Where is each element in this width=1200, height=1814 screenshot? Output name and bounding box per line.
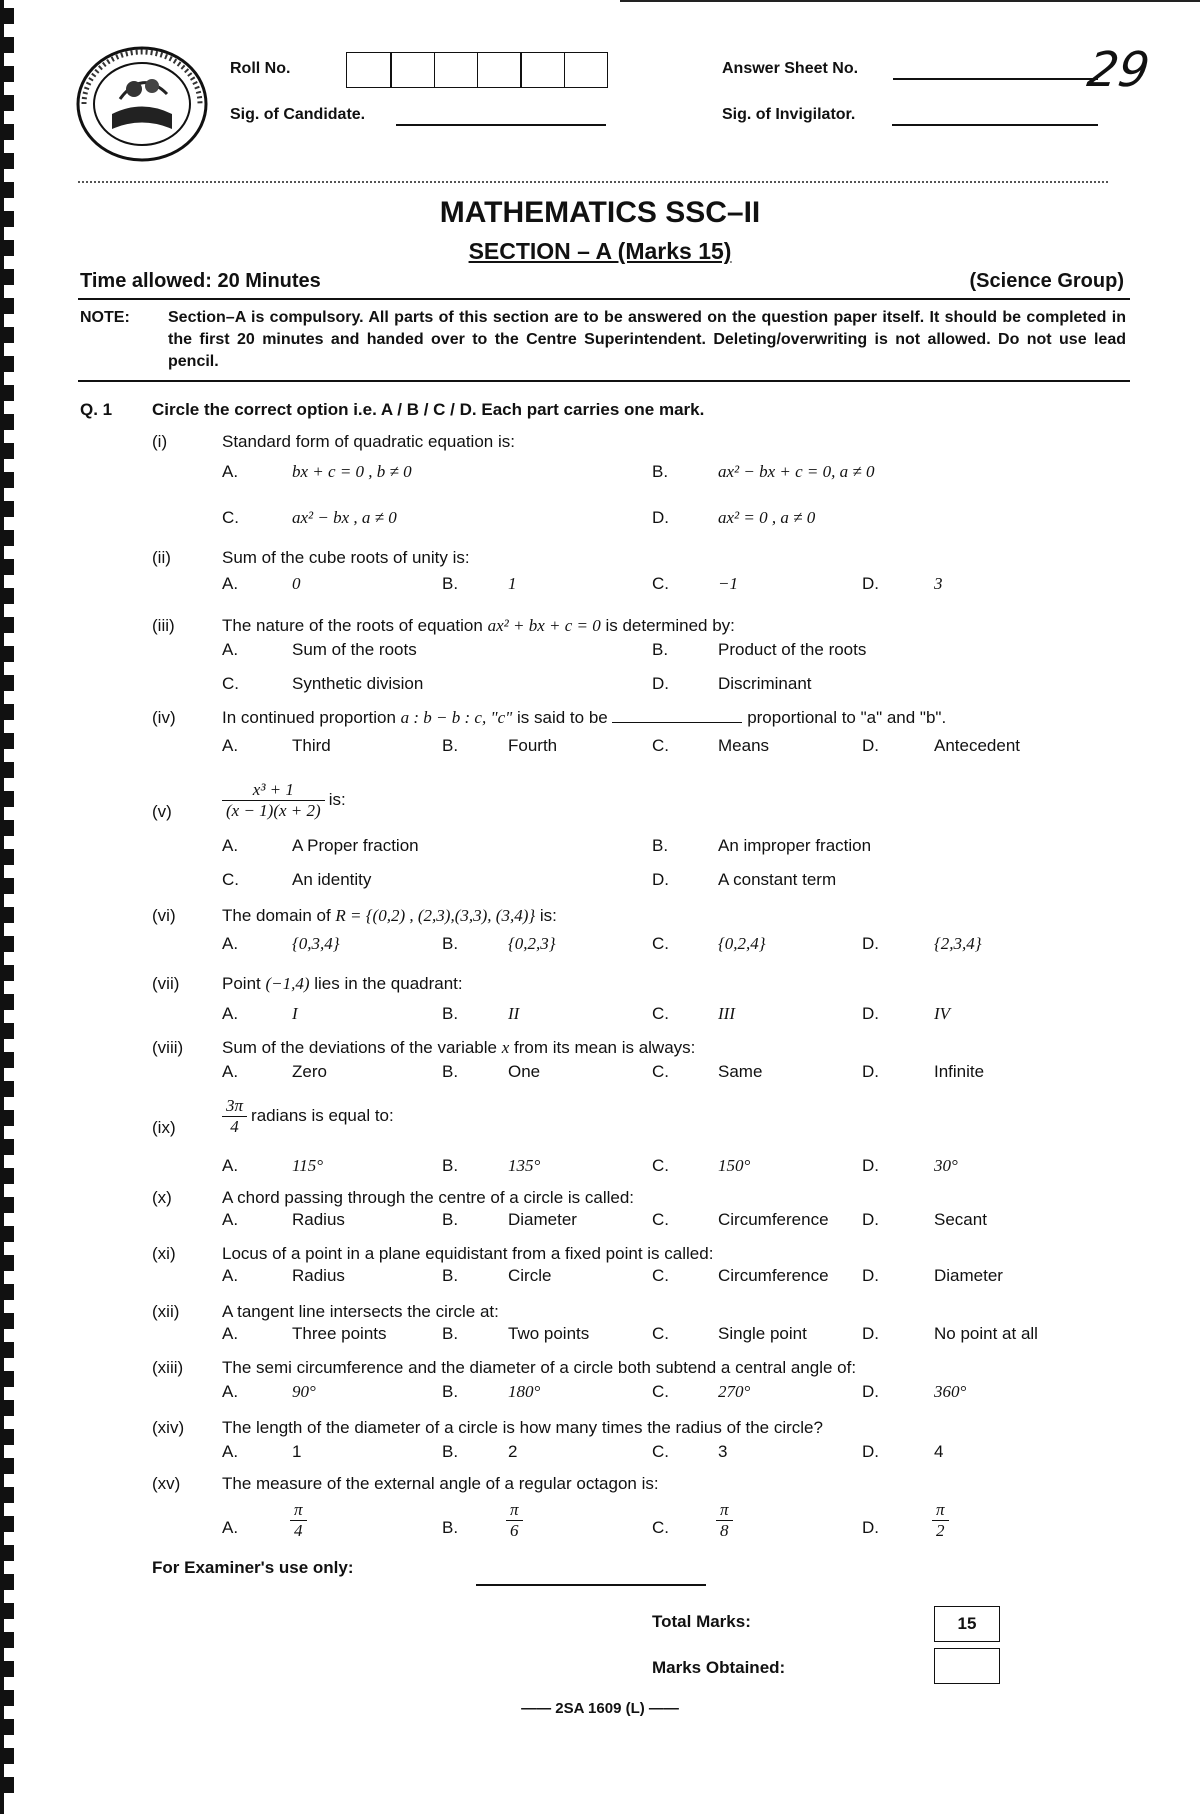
- question-text: Standard form of quadratic equation is:: [222, 432, 515, 451]
- option-c-value[interactable]: Single point: [718, 1324, 807, 1343]
- fraction-denominator: 8: [720, 1521, 729, 1540]
- fraction-numerator: 3π: [222, 1096, 247, 1117]
- option-d-value[interactable]: Antecedent: [934, 736, 1021, 755]
- option-d-value[interactable]: Infinite: [934, 1062, 985, 1081]
- option-letter-c: C.: [652, 574, 669, 593]
- option-a-value[interactable]: Third: [292, 736, 331, 755]
- binding-hole: [0, 37, 14, 53]
- option-b-value[interactable]: 2: [508, 1442, 518, 1461]
- divider-note: [78, 380, 1130, 382]
- option-letter-c: C.: [652, 1062, 669, 1081]
- binding-hole: [0, 878, 14, 894]
- option-letter-b: B.: [442, 1062, 459, 1081]
- question-stem: [222, 974, 463, 994]
- question-stem: [222, 1096, 394, 1137]
- question-number: (iii): [152, 616, 175, 635]
- question-math: x: [501, 1038, 510, 1057]
- binding-hole: [0, 849, 14, 865]
- option-c-value[interactable]: ax² − bx , a ≠ 0: [292, 508, 397, 527]
- roll-no-digit-divider: [390, 53, 392, 87]
- answer-sheet-number-handwritten: 29: [1084, 42, 1154, 98]
- option-b-value[interactable]: ax² − bx + c = 0, a ≠ 0: [718, 462, 875, 481]
- binding-hole: [0, 1429, 14, 1445]
- option-letter-d: D.: [862, 574, 879, 593]
- option-letter-a: A.: [222, 462, 239, 481]
- roll-no-digit-divider: [564, 53, 566, 87]
- question-math: a : b − b : c, "c": [400, 708, 513, 727]
- binding-hole: [0, 1226, 14, 1242]
- question-text: A chord passing through the centre of a circle is called:: [222, 1188, 635, 1207]
- answer-sheet-label: Answer Sheet No.: [722, 60, 859, 77]
- option-a-value[interactable]: 90°: [292, 1382, 316, 1401]
- binding-hole: [0, 1603, 14, 1619]
- question-number: (ii): [152, 548, 171, 567]
- question-math: ax² + bx + c = 0: [487, 616, 601, 635]
- roll-no-boxes[interactable]: [346, 52, 608, 88]
- option-letter-c: C.: [652, 1210, 669, 1229]
- question-stem: [222, 548, 470, 568]
- question-text: A tangent line intersects the circle at:: [222, 1302, 499, 1321]
- option-letter-a: A.: [222, 1156, 239, 1175]
- question-number: (iv): [152, 708, 176, 727]
- question-stem: [222, 1418, 823, 1438]
- binding-hole: [0, 791, 14, 807]
- option-b-value[interactable]: Two points: [508, 1324, 590, 1343]
- question-text-post: is:: [535, 906, 557, 925]
- binding-hole: [0, 588, 14, 604]
- option-a-value[interactable]: Radius: [292, 1210, 345, 1229]
- binding-hole: [0, 298, 14, 314]
- option-letter-b: B.: [652, 836, 669, 855]
- fraction-denominator: 2: [936, 1521, 945, 1540]
- option-b-value[interactable]: II: [508, 1004, 520, 1023]
- option-letter-a: A.: [222, 640, 239, 659]
- spiral-binding: [0, 0, 22, 1814]
- question-stem: [222, 616, 735, 636]
- question-math: (−1,4): [265, 974, 310, 993]
- fraction-denominator: 4: [294, 1521, 303, 1540]
- binding-hole: [0, 1168, 14, 1184]
- fraction-denominator: 6: [510, 1521, 519, 1540]
- binding-hole: [0, 1458, 14, 1474]
- option-letter-a: A.: [222, 1518, 239, 1537]
- option-c-value[interactable]: {0,2,4}: [718, 934, 766, 953]
- question-text: The length of the diameter of a circle is how many times the radius of the circle?: [222, 1418, 823, 1437]
- answer-sheet-line[interactable]: [893, 78, 1098, 80]
- binding-hole: [0, 1255, 14, 1271]
- question-text-pre: The domain of: [222, 906, 336, 925]
- option-letter-d: D.: [862, 1062, 879, 1081]
- option-letter-a: A.: [222, 1382, 239, 1401]
- question-stem: [222, 1302, 499, 1322]
- roll-no-digit-divider: [434, 53, 436, 87]
- option-d-value[interactable]: Secant: [934, 1210, 987, 1229]
- question-stem: [222, 1244, 713, 1264]
- option-b-value[interactable]: Product of the roots: [718, 640, 867, 659]
- question-number: (vi): [152, 906, 176, 925]
- question-text: Locus of a point in a plane equidistant from a fixed point is called:: [222, 1244, 714, 1263]
- roll-no-digit-divider: [477, 53, 479, 87]
- binding-hole: [0, 646, 14, 662]
- option-letter-d: D.: [862, 1442, 879, 1461]
- option-letter-a: A.: [222, 1324, 239, 1343]
- option-letter-a: A.: [222, 1266, 239, 1285]
- option-b-value[interactable]: Fourth: [508, 736, 558, 755]
- option-letter-a: A.: [222, 1210, 239, 1229]
- binding-hole: [0, 762, 14, 778]
- option-letter-d: D.: [652, 870, 669, 889]
- fill-blank: [612, 708, 742, 723]
- binding-hole: [0, 936, 14, 952]
- option-letter-b: B.: [442, 1156, 459, 1175]
- option-letter-b: B.: [442, 1382, 459, 1401]
- question-text: is:: [328, 789, 346, 809]
- option-a-value[interactable]: 0: [292, 574, 301, 593]
- question-text: Sum of the cube roots of unity is:: [222, 548, 470, 567]
- option-b-value[interactable]: An improper fraction: [718, 836, 872, 855]
- binding-hole: [0, 1574, 14, 1590]
- binding-hole: [0, 1139, 14, 1155]
- note-text: Section–A is compulsory. All parts of this section are to be answered on the question paper itself. It should be completed in the first 20 minutes and handed over to the Centre Superintendent. Deleting/overwriting is not allowed. Do not use lead pencil.: [168, 309, 1126, 370]
- question-number: (xi): [152, 1244, 176, 1263]
- question-stem: [222, 1474, 659, 1494]
- option-letter-d: D.: [862, 1518, 879, 1537]
- option-d-value[interactable]: {2,3,4}: [934, 934, 982, 953]
- option-c-value[interactable]: −1: [718, 574, 738, 593]
- option-letter-a: A.: [222, 1004, 239, 1023]
- option-a-value[interactable]: [290, 1500, 307, 1541]
- option-b-value[interactable]: One: [508, 1062, 541, 1081]
- option-letter-b: B.: [442, 934, 459, 953]
- group-label: (Science Group): [969, 270, 1124, 292]
- binding-hole: [0, 153, 14, 169]
- option-letter-d: D.: [652, 674, 669, 693]
- option-b-value[interactable]: Diameter: [508, 1210, 577, 1229]
- marks-obtained-box[interactable]: [934, 1648, 1000, 1684]
- binding-hole: [0, 1661, 14, 1677]
- question-text-post: proportional to "a" and "b".: [742, 708, 947, 727]
- option-b-value[interactable]: Circle: [508, 1266, 552, 1285]
- question-text-pre: The nature of the roots of equation: [222, 616, 488, 635]
- option-a-value[interactable]: A Proper fraction: [292, 836, 419, 855]
- binding-hole: [0, 1197, 14, 1213]
- option-letter-a: A.: [222, 934, 239, 953]
- fraction-denominator: (x − 1)(x + 2): [226, 801, 321, 820]
- option-c-value[interactable]: 270°: [718, 1382, 751, 1401]
- binding-hole: [0, 1748, 14, 1764]
- question-math: R = {(0,2) , (2,3),(3,3), (3,4)}: [335, 906, 536, 925]
- fraction: [222, 780, 325, 821]
- question-stem: [222, 708, 946, 728]
- binding-hole: [0, 124, 14, 140]
- question-stem: [222, 1188, 634, 1208]
- binding-hole: [0, 501, 14, 517]
- option-a-value[interactable]: Three points: [292, 1324, 387, 1343]
- option-d-value[interactable]: 360°: [934, 1382, 967, 1401]
- question-text: The measure of the external angle of a regular octagon is:: [222, 1474, 659, 1493]
- binding-hole: [0, 675, 14, 691]
- question-number: (viii): [152, 1038, 184, 1057]
- binding-hole: [0, 733, 14, 749]
- option-letter-d: D.: [862, 934, 879, 953]
- binding-hole: [0, 472, 14, 488]
- footer-code: —— 2SA 1609 (L) ——: [521, 1700, 679, 1717]
- option-d-value[interactable]: 4: [934, 1442, 944, 1461]
- roll-no-label: Roll No.: [230, 60, 291, 77]
- total-marks-label: Total Marks:: [652, 1612, 751, 1631]
- question-text-pre: Point: [222, 974, 266, 993]
- binding-hole: [0, 704, 14, 720]
- option-letter-c: C.: [222, 508, 239, 527]
- option-a-value[interactable]: bx + c = 0 , b ≠ 0: [292, 462, 412, 481]
- option-letter-b: B.: [442, 736, 459, 755]
- note-label: NOTE:: [80, 309, 130, 326]
- question-number: (xiv): [152, 1418, 185, 1437]
- option-letter-c: C.: [652, 1004, 669, 1023]
- binding-hole: [0, 1516, 14, 1532]
- binding-hole: [0, 1052, 14, 1068]
- option-letter-c: C.: [652, 736, 669, 755]
- binding-hole: [0, 356, 14, 372]
- option-d-value[interactable]: ax² = 0 , a ≠ 0: [718, 508, 816, 527]
- option-letter-d: D.: [862, 1156, 879, 1175]
- question-text: radians is equal to:: [251, 1105, 394, 1125]
- binding-hole: [0, 1023, 14, 1039]
- option-b-value[interactable]: 135°: [508, 1156, 541, 1175]
- option-a-value[interactable]: 1: [292, 1442, 302, 1461]
- examiner-label: For Examiner's use only:: [152, 1558, 354, 1577]
- question-number: (vii): [152, 974, 180, 993]
- question-number: (x): [152, 1188, 172, 1207]
- option-c-value[interactable]: 150°: [718, 1156, 751, 1175]
- option-letter-d: D.: [862, 1004, 879, 1023]
- option-c-value[interactable]: An identity: [292, 870, 372, 889]
- fraction-denominator: 4: [230, 1117, 239, 1136]
- option-letter-b: B.: [652, 462, 669, 481]
- time-allowed: Time allowed: 20 Minutes: [80, 270, 321, 292]
- binding-hole: [0, 1284, 14, 1300]
- fraction-numerator: x³ + 1: [222, 780, 325, 801]
- roll-no-digit-divider: [520, 53, 522, 87]
- option-letter-a: A.: [222, 1442, 239, 1461]
- binding-hole: [0, 1371, 14, 1387]
- fraction-numerator: π: [506, 1500, 523, 1521]
- option-letter-b: B.: [442, 1266, 459, 1285]
- fraction-numerator: π: [290, 1500, 307, 1521]
- binding-hole: [0, 907, 14, 923]
- option-letter-c: C.: [652, 1518, 669, 1537]
- binding-hole: [0, 617, 14, 633]
- binding-hole: [0, 1632, 14, 1648]
- question-number: (xv): [152, 1474, 181, 1493]
- binding-hole: [0, 1081, 14, 1097]
- divider-top: [78, 298, 1130, 300]
- question-number: (ix): [152, 1118, 176, 1137]
- binding-hole: [0, 1487, 14, 1503]
- question-number: (i): [152, 432, 168, 451]
- option-letter-c: C.: [652, 1266, 669, 1285]
- option-letter-d: D.: [862, 1324, 879, 1343]
- option-a-value[interactable]: Zero: [292, 1062, 327, 1081]
- option-letter-c: C.: [222, 870, 239, 889]
- question-label: Q. 1: [80, 400, 113, 419]
- option-letter-c: C.: [652, 1442, 669, 1461]
- option-a-value[interactable]: 115°: [292, 1156, 324, 1175]
- option-letter-c: C.: [222, 674, 239, 693]
- binding-hole: [0, 269, 14, 285]
- option-letter-d: D.: [862, 736, 879, 755]
- binding-hole: [0, 1110, 14, 1126]
- option-letter-a: A.: [222, 1062, 239, 1081]
- option-c-value[interactable]: Same: [718, 1062, 763, 1081]
- option-b-value[interactable]: 1: [508, 574, 517, 593]
- option-c-value[interactable]: 3: [718, 1442, 728, 1461]
- option-c-value[interactable]: Circumference: [718, 1266, 829, 1285]
- option-letter-c: C.: [652, 1382, 669, 1401]
- binding-hole: [0, 994, 14, 1010]
- question-stem: [222, 432, 515, 452]
- binding-hole: [0, 443, 14, 459]
- option-letter-b: B.: [442, 1210, 459, 1229]
- option-d-value[interactable]: 30°: [934, 1156, 958, 1175]
- option-letter-b: B.: [442, 1518, 459, 1537]
- option-d-value[interactable]: Discriminant: [718, 674, 812, 693]
- option-letter-d: D.: [862, 1382, 879, 1401]
- option-b-value[interactable]: {0,2,3}: [508, 934, 556, 953]
- option-d-value[interactable]: A constant term: [718, 870, 837, 889]
- option-letter-d: D.: [862, 1266, 879, 1285]
- option-a-value[interactable]: Sum of the roots: [292, 640, 417, 659]
- option-letter-a: A.: [222, 736, 239, 755]
- option-d-value[interactable]: Diameter: [934, 1266, 1003, 1285]
- binding-hole: [0, 965, 14, 981]
- option-a-value[interactable]: I: [292, 1004, 298, 1023]
- question-number: (xii): [152, 1302, 180, 1321]
- question-stem: [222, 906, 557, 926]
- option-b-value[interactable]: 180°: [508, 1382, 541, 1401]
- fraction-numerator: π: [716, 1500, 733, 1521]
- question-instruction: Circle the correct option i.e. A / B / C / D. Each part carries one mark.: [152, 400, 705, 419]
- question-text-post: lies in the quadrant:: [309, 974, 463, 993]
- question-stem: [222, 1038, 695, 1058]
- binding-hole: [0, 559, 14, 575]
- question-number: (v): [152, 802, 172, 821]
- option-letter-c: C.: [652, 934, 669, 953]
- question-stem: [222, 1358, 856, 1378]
- binding-hole: [0, 1777, 14, 1793]
- section-title: SECTION – A (Marks 15): [468, 238, 732, 264]
- option-letter-a: A.: [222, 836, 239, 855]
- question-text-pre: In continued proportion: [222, 708, 401, 727]
- binding-hole: [0, 530, 14, 546]
- sig-candidate-label: Sig. of Candidate.: [230, 106, 366, 123]
- option-letter-d: D.: [862, 1210, 879, 1229]
- binding-hole: [0, 327, 14, 343]
- binding-hole: [0, 1545, 14, 1561]
- option-letter-b: B.: [442, 1324, 459, 1343]
- option-letter-d: D.: [652, 508, 669, 527]
- question-number: (xiii): [152, 1358, 184, 1377]
- option-c-value[interactable]: Circumference: [718, 1210, 829, 1229]
- fraction-numerator: π: [932, 1500, 949, 1521]
- option-letter-b: B.: [442, 1442, 459, 1461]
- binding-hole: [0, 1313, 14, 1329]
- question-text-mid: is said to be: [512, 708, 613, 727]
- option-letter-c: C.: [652, 1156, 669, 1175]
- option-c-value[interactable]: Means: [718, 736, 770, 755]
- option-a-value[interactable]: {0,3,4}: [292, 934, 340, 953]
- marks-obtained-label: Marks Obtained:: [652, 1658, 786, 1677]
- option-letter-b: B.: [442, 1004, 459, 1023]
- board-seal-logo: [72, 44, 212, 164]
- question-text: The semi circumference and the diameter of a circle both subtend a central angle of:: [222, 1358, 857, 1377]
- option-d-value[interactable]: [932, 1500, 949, 1541]
- examiner-line: [476, 1584, 706, 1586]
- option-c-value[interactable]: [716, 1500, 733, 1541]
- question-stem: [222, 780, 346, 821]
- total-marks-box: 15: [934, 1606, 1000, 1642]
- option-letter-b: B.: [442, 574, 459, 593]
- binding-hole: [0, 95, 14, 111]
- option-c-value[interactable]: III: [718, 1004, 735, 1023]
- option-d-value[interactable]: No point at all: [934, 1324, 1038, 1343]
- binding-hole: [0, 385, 14, 401]
- question-text-post: from its mean is always:: [509, 1038, 696, 1057]
- page-title: MATHEMATICS SSC–II: [439, 196, 761, 229]
- option-letter-c: C.: [652, 1324, 669, 1343]
- option-b-value[interactable]: [506, 1500, 523, 1541]
- binding-hole: [0, 1719, 14, 1735]
- option-letter-a: A.: [222, 574, 239, 593]
- dotted-cut-line: [78, 181, 1108, 183]
- question-text-pre: Sum of the deviations of the variable: [222, 1038, 502, 1057]
- option-d-value[interactable]: 3: [934, 574, 943, 593]
- binding-hole: [0, 66, 14, 82]
- option-c-value[interactable]: Synthetic division: [292, 674, 424, 693]
- sig-invigilator-line[interactable]: [892, 124, 1098, 126]
- top-edge-line: [620, 0, 1200, 2]
- fraction: [222, 1096, 247, 1137]
- question-text-post: is determined by:: [600, 616, 735, 635]
- binding-hole: [0, 414, 14, 430]
- option-d-value[interactable]: IV: [934, 1004, 951, 1023]
- sig-candidate-line[interactable]: [396, 124, 606, 126]
- option-letter-b: B.: [652, 640, 669, 659]
- binding-hole: [0, 8, 14, 24]
- binding-hole: [0, 820, 14, 836]
- option-a-value[interactable]: Radius: [292, 1266, 345, 1285]
- binding-hole: [0, 1342, 14, 1358]
- sig-invigilator-label: Sig. of Invigilator.: [722, 106, 856, 123]
- binding-hole: [0, 1400, 14, 1416]
